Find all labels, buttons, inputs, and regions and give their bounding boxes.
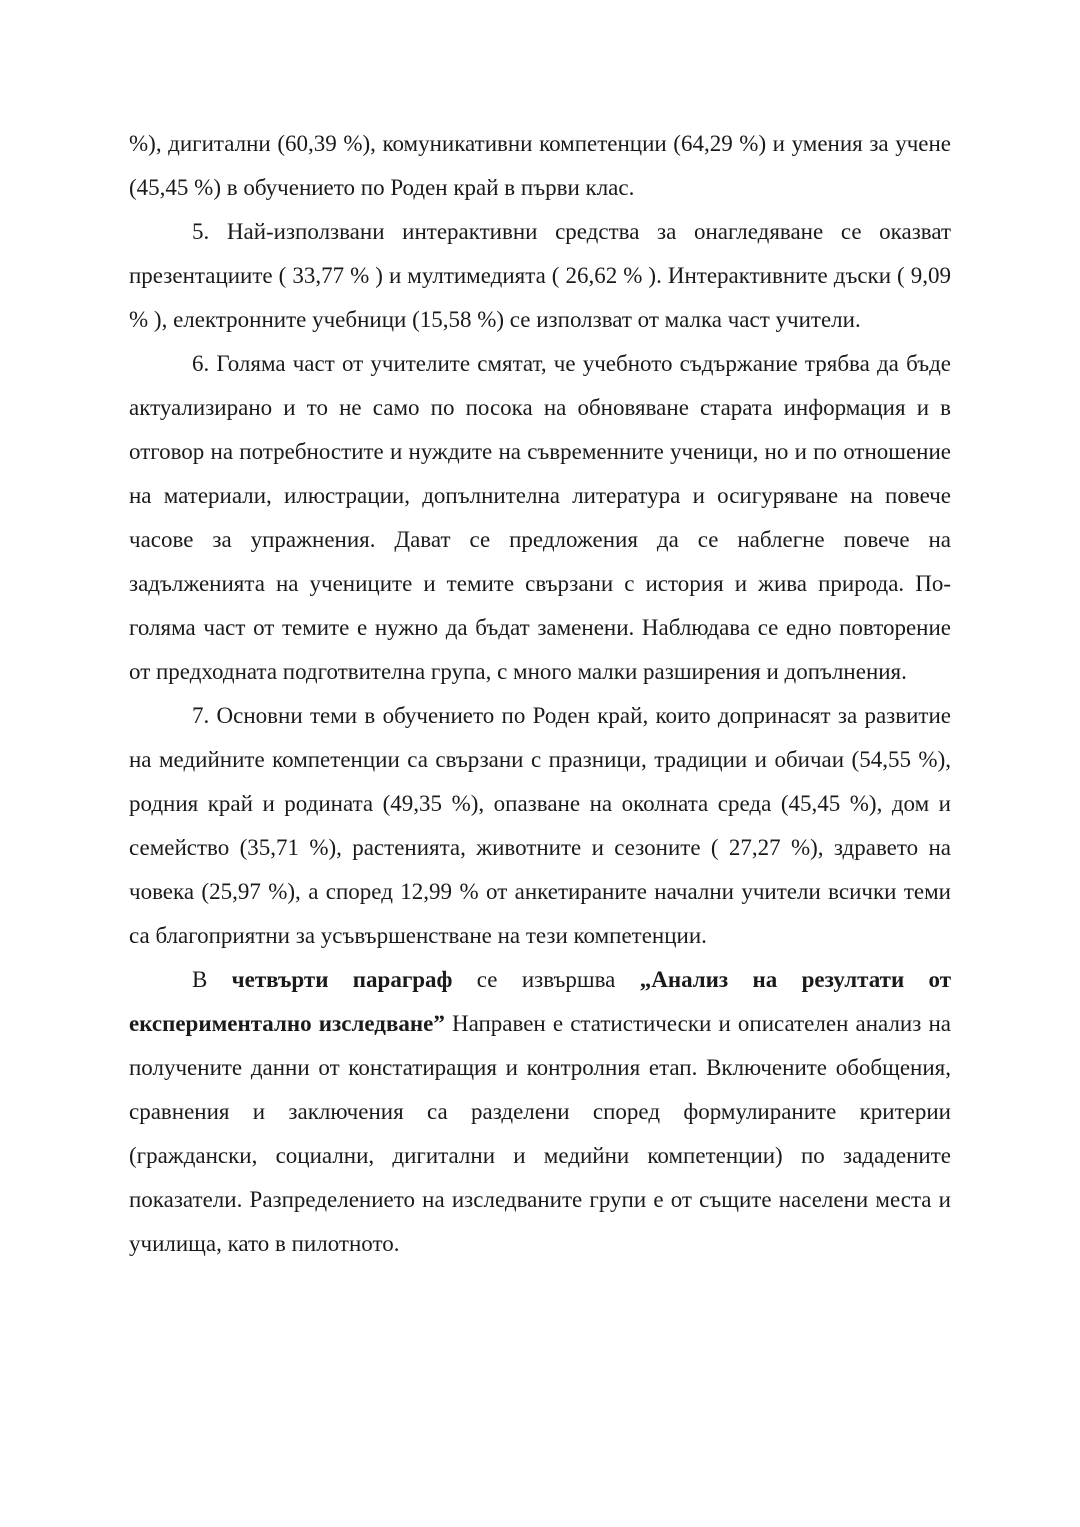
paragraph-item-7: 7. Основни теми в обучението по Роден край, които допринасят за развитие на медийните компетенции са свързани с празници, традиции и обичаи (54,55 %), родния край и родината (49,35 %), опазване на околната среда (45,45 %), дом и семейство (35,71 %), растенията, животните и сезоните ( 27,27 %), здравето на човека (25,97 %), а според 12,99 % от анкетираните начални учители всички теми са благоприятни за усъвършенстване на тези компетенции. xyxy=(129,703,951,948)
paragraph-continuation: %), дигитални (60,39 %), комуникативни компетенции (64,29 %) и умения за учене (45,45 %) в обучението по Роден край в първи клас. xyxy=(129,131,951,200)
bold-section-name: четвърти параграф xyxy=(231,967,453,992)
bold-section-title: „Анализ на резултати от експериментално изследване” xyxy=(129,967,952,1036)
text-run: В xyxy=(192,967,232,992)
text-run: се извършва xyxy=(452,967,640,992)
paragraph-fourth-section xyxy=(129,958,951,1266)
paragraph-item-6: 6. Голяма част от учителите смятат, че учебното съдържание трябва да бъде актуализирано и то не само по посока на обновяване старата информация и в отговор на потребностите и нуждите на съвременните ученици, но и по отношение на материали, илюстрации, допълнителна литература и осигуряване на повече часове за упражнения. Дават се предложения да се наблегне повече на задълженията на учениците и темите свързани с история и жива природа. По-голяма част от темите е нужно да бъдат заменени. Наблюдава се едно повторение от предходната подготвителна група, с много малки разширения и допълнения. xyxy=(129,351,951,684)
document-page xyxy=(129,122,951,1266)
paragraph-item-5: 5. Най-използвани интерактивни средства за онагледяване се оказват презентациите ( 33,77 % ) и мултимедията ( 26,62 % ). Интерактивните дъски ( 9,09 % ), електронните учебници (15,58 %) се използват от малка част учители. xyxy=(129,219,951,332)
text-run: Направен е статистически и описателен анализ на получените данни от констатиращия и контролния етап. Включените обобщения, сравнения и заключения са разделени според формулираните критерии (граждански, социални, дигитални и медийни компетенции) по зададените показатели. Разпределението на изследваните групи е от същите населени места и училища, като в пилотното. xyxy=(129,1011,951,1256)
